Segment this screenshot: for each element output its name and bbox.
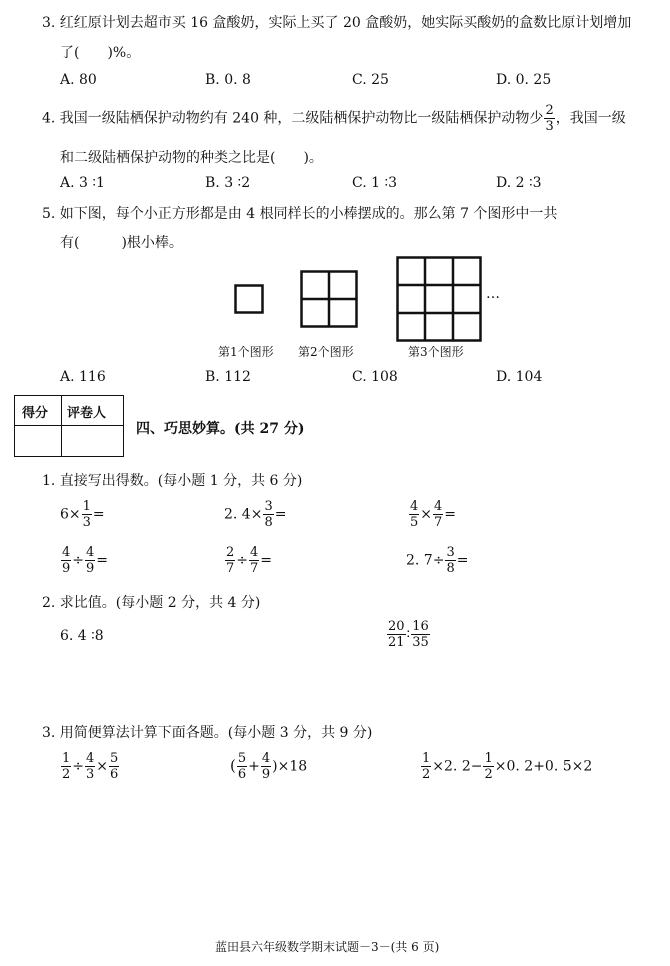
q5-line1: 5. 如下图，每个小正方形都是由 4 根同样长的小棒摆成的。那么第 7 个图形中一共: [42, 206, 558, 222]
q4-line1-text: 4. 我国一级陆栖保护动物约有 240 种，二级陆栖保护动物比一级陆栖保护动物少: [42, 110, 544, 127]
denominator: 3: [86, 767, 95, 782]
section-4-title: 四、巧思妙算。(共 27 分): [136, 421, 305, 437]
figure-1-label: 第1个图形: [218, 345, 274, 359]
p1-item-2-frac: [263, 500, 273, 529]
part3-title: 3. 用简便算法计算下面各题。(每小题 3 分，共 9 分): [42, 725, 373, 741]
denominator: 9: [86, 561, 95, 576]
q4-line1-tail: ，我国一级: [555, 110, 626, 127]
p2-item-2: [386, 620, 431, 649]
denominator: 6: [110, 767, 119, 782]
denominator: 9: [261, 767, 271, 782]
q4-line1: [42, 104, 626, 133]
p1-item-3: [408, 500, 456, 529]
p3-item-3: [420, 752, 592, 781]
p1-item-1: [60, 500, 105, 529]
figure-2-grid: [300, 270, 358, 328]
denominator: 7: [434, 515, 443, 530]
p1-item-5-frac-2: [249, 546, 259, 575]
ratio-colon: ∶: [406, 626, 411, 643]
p1-item-4-frac-1: [61, 546, 71, 575]
page-footer: 蓝田县六年级数学期末试题－3－(共 6 页): [215, 940, 440, 954]
equals: =: [444, 506, 457, 523]
equals: =: [456, 552, 469, 569]
operator: ÷: [236, 552, 249, 569]
numerator: 2: [226, 545, 235, 560]
p3-item-2-frac-1: [237, 752, 247, 781]
p2-item-2-frac-2: [411, 620, 430, 649]
p3-item-1: [60, 752, 120, 781]
denominator: 9: [62, 561, 71, 576]
q4-option-a: A. 3 ∶1: [60, 175, 105, 191]
operator: ÷: [72, 758, 85, 775]
figure-1-square: [234, 284, 264, 314]
operator: +: [248, 758, 260, 775]
close-paren-tail: )×18: [272, 758, 308, 775]
q5-option-d: D. 104: [496, 369, 543, 385]
denominator: 2: [62, 767, 71, 782]
numerator: 1: [422, 751, 431, 766]
p1-item-4-frac-2: [85, 546, 95, 575]
q3-option-a: A. 80: [60, 72, 97, 88]
p2-item-2-frac-1: [387, 620, 406, 649]
numerator: 4: [434, 499, 443, 514]
p1-item-5-frac-1: [225, 546, 235, 575]
denominator: 3: [82, 515, 91, 530]
q4-option-c: C. 1 ∶3: [352, 175, 398, 191]
score-label: 得分: [22, 406, 49, 421]
equals: =: [92, 506, 105, 523]
p3-item-1-frac-2: [85, 752, 95, 781]
denominator: 2: [422, 767, 431, 782]
part2-title: 2. 求比值。(每小题 2 分，共 4 分): [42, 595, 261, 611]
q4-fraction: [544, 104, 554, 133]
p3-item-1-frac-3: [109, 752, 119, 781]
figure-3-label: 第3个图形: [408, 345, 464, 359]
numerator: 1: [82, 499, 91, 514]
operator: ÷: [72, 552, 85, 569]
q4-option-b: B. 3 ∶2: [205, 175, 251, 191]
denominator: 2: [484, 767, 493, 782]
q5-option-b: B. 112: [205, 369, 251, 385]
denominator: 5: [410, 515, 419, 530]
q3-option-b: B. 0. 8: [205, 72, 251, 88]
q4-option-d: D. 2 ∶3: [496, 175, 542, 191]
numerator: 1: [484, 751, 493, 766]
p3-item-2-frac-2: [261, 752, 271, 781]
numerator: 4: [86, 545, 95, 560]
figure-3-grid: [396, 256, 482, 342]
equals: =: [96, 552, 109, 569]
equals: =: [274, 506, 287, 523]
numerator: 16: [412, 619, 429, 634]
middle-expression: ×2. 2−: [432, 758, 483, 775]
p1-item-1-lead: 6×: [60, 506, 81, 523]
numerator: 4: [410, 499, 419, 514]
equals: =: [260, 552, 273, 569]
denominator: 8: [264, 515, 273, 530]
numerator: 5: [237, 751, 247, 766]
numerator: 4: [261, 751, 271, 766]
q5-line2: 有( )根小棒。: [60, 235, 183, 251]
q5-option-c: C. 108: [352, 369, 398, 385]
operator: ×: [96, 758, 109, 775]
q3-line2: 了( )%。: [60, 45, 141, 61]
figure-ellipsis: …: [486, 286, 500, 302]
numerator: 4: [62, 545, 71, 560]
numerator: 20: [388, 619, 405, 634]
p1-item-6-frac: [445, 546, 455, 575]
p3-item-1-frac-1: [61, 752, 71, 781]
figure-2-label: 第2个图形: [298, 345, 354, 359]
numerator: 3: [264, 499, 273, 514]
p2-item-1: 6. 4 ∶8: [60, 628, 104, 644]
p1-item-2-lead: 2. 4×: [224, 506, 263, 523]
open-paren: (: [230, 756, 236, 775]
numerator: 4: [86, 751, 95, 766]
operator: ×: [420, 506, 433, 523]
score-box: [14, 395, 124, 457]
denominator: 21: [388, 635, 405, 650]
numerator: 1: [62, 751, 71, 766]
grader-label: 评卷人: [67, 406, 107, 421]
q3-option-d: D. 0. 25: [496, 72, 552, 88]
p3-item-2: [230, 752, 307, 781]
q4-frac-numerator: 2: [545, 103, 554, 118]
p3-item-3-frac-2: [483, 752, 493, 781]
numerator: 5: [110, 751, 119, 766]
denominator: 7: [250, 561, 259, 576]
p1-item-6: [406, 546, 468, 575]
p1-item-6-lead: 2. 7÷: [406, 552, 445, 569]
p1-item-4: [60, 546, 108, 575]
denominator: 6: [237, 767, 247, 782]
p1-item-5: [224, 546, 272, 575]
p1-item-3-frac-2: [433, 500, 443, 529]
p1-item-2: [224, 500, 286, 529]
p3-item-3-frac-1: [421, 752, 431, 781]
denominator: 35: [412, 635, 429, 650]
p1-item-1-frac: [82, 500, 92, 529]
p1-item-3-frac-1: [409, 500, 419, 529]
part1-title: 1. 直接写出得数。(每小题 1 分，共 6 分): [42, 473, 303, 489]
denominator: 8: [446, 561, 455, 576]
numerator: 3: [446, 545, 455, 560]
q4-frac-denominator: 3: [545, 119, 554, 134]
denominator: 7: [226, 561, 235, 576]
numerator: 4: [250, 545, 259, 560]
q3-option-c: C. 25: [352, 72, 389, 88]
q4-line2: 和二级陆栖保护动物的种类之比是( )。: [60, 150, 323, 166]
q5-option-a: A. 116: [60, 369, 106, 385]
q3-line1: 3. 红红原计划去超市买 16 盒酸奶，实际上买了 20 盒酸奶，她实际买酸奶的盒数比原计划增加: [42, 15, 632, 31]
tail-expression: ×0. 2+0. 5×2: [494, 758, 593, 775]
